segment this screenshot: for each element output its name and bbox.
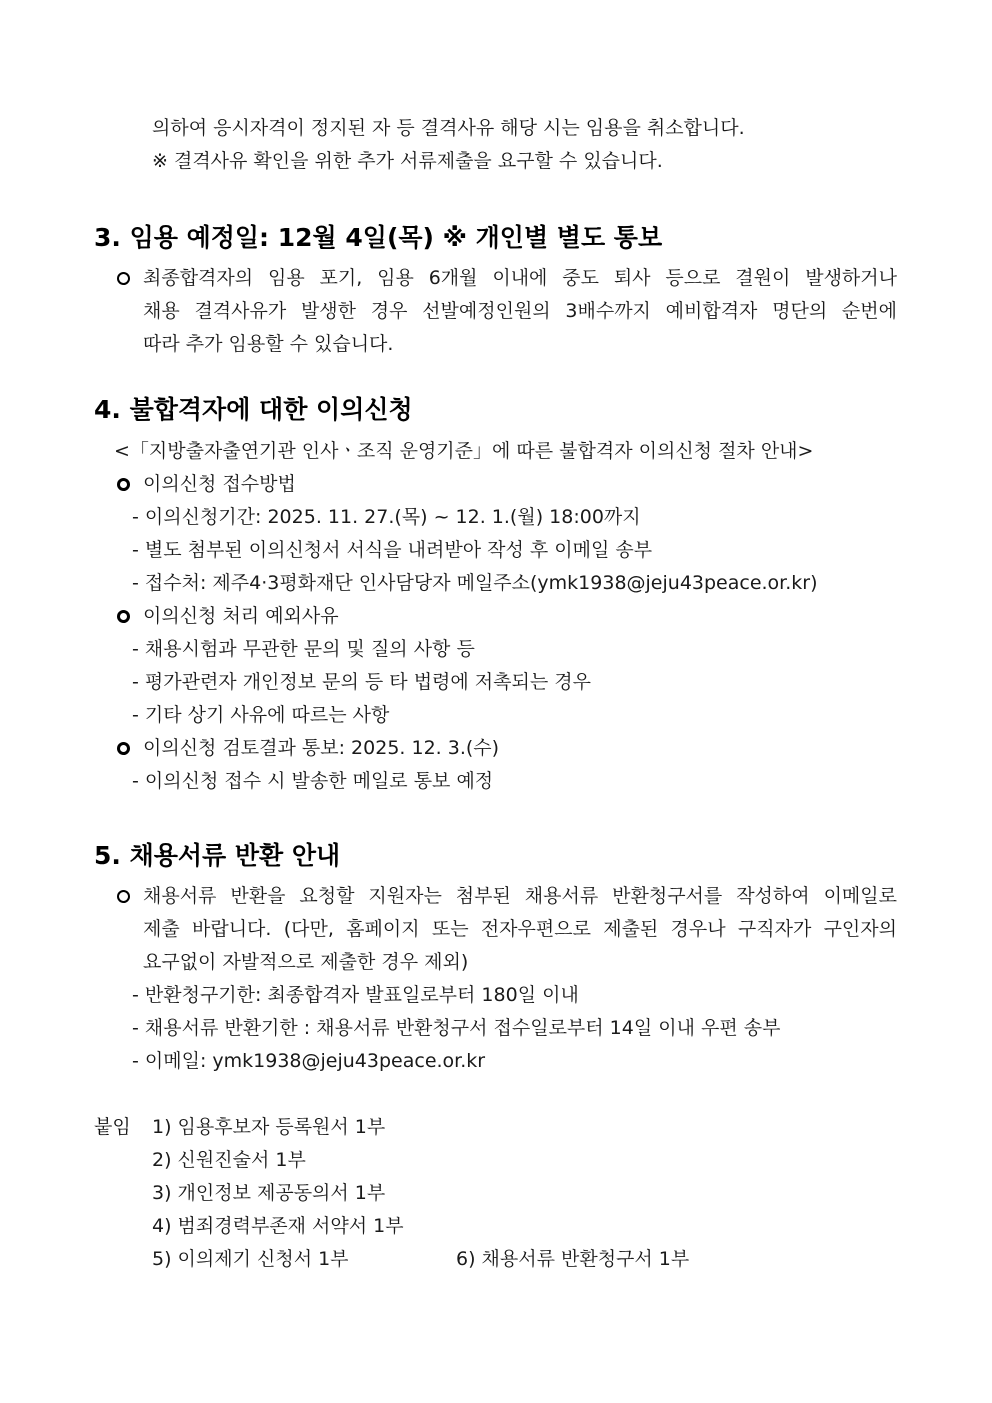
section5-paragraph-line: 채용서류 반환을 요청할 지원자는 첨부된 채용서류 반환청구서를 작성하여 이메일로 [143,885,897,907]
section4-list-item: - 평가관련자 개인정보 문의 등 타 법령에 저촉되는 경우 [132,671,591,693]
section4-group-title: 이의신청 접수방법 [143,473,296,495]
section4-list-item: - 별도 첨부된 이의신청서 서식을 내려받아 작성 후 이메일 송부 [132,539,653,561]
section5-list-item: - 이메일: ymk1938@jeju43peace.or.kr [132,1050,486,1072]
section4-list-item: - 기타 상기 사유에 따르는 사항 [132,704,390,726]
section3-heading: 3. 임용 예정일: 12월 4일(목) ※ 개인별 별도 통보 [94,223,663,252]
circle-bullet-icon [117,742,130,755]
section4-heading: 4. 불합격자에 대한 이의신청 [94,395,413,424]
section5-paragraph-line: 제출 바랍니다. (다만, 홈페이지 또는 전자우편으로 제출된 경우나 구직자가 구인자의 [143,918,897,940]
attachment-item: 3) 개인정보 제공동의서 1부 [152,1182,386,1204]
section3-paragraph-line: 따라 추가 임용할 수 있습니다. [143,333,394,355]
attachment-item: 5) 이의제기 신청서 1부 [152,1248,349,1270]
section4-list-item: - 접수처: 제주4·3평화재단 인사담당자 메일주소(ymk1938@jeju43peace.or.kr) [132,572,818,594]
hollow-circle-bullet-icon [117,890,130,903]
circle-bullet-icon [117,610,130,623]
section4-intro: <「지방출자출연기관 인사ㆍ조직 운영기준」에 따른 불합격자 이의신청 절차 안내> [114,440,814,462]
attachment-item: 2) 신원진술서 1부 [152,1149,306,1171]
attachments-label: 붙임 [94,1116,131,1138]
section5-list-item: - 반환청구기한: 최종합격자 발표일로부터 180일 이내 [132,984,579,1006]
section5-paragraph-line: 요구없이 자발적으로 제출한 경우 제외) [143,951,469,973]
attachment-item: 4) 범죄경력부존재 서약서 1부 [152,1215,404,1237]
attachment-item: 6) 채용서류 반환청구서 1부 [456,1248,690,1270]
intro-note: ※ 결격사유 확인을 위한 추가 서류제출을 요구할 수 있습니다. [152,150,663,172]
section3-paragraph-line: 채용 결격사유가 발생한 경우 선발예정인원의 3배수까지 예비합격자 명단의 순번에 [143,300,897,322]
intro-line: 의하여 응시자격이 정지된 자 등 결격사유 해당 시는 임용을 취소합니다. [152,117,745,139]
attachment-item: 1) 임용후보자 등록원서 1부 [152,1116,386,1138]
section4-list-item: - 채용시험과 무관한 문의 및 질의 사항 등 [132,638,475,660]
section5-list-item: - 채용서류 반환기한 : 채용서류 반환청구서 접수일로부터 14일 이내 우편 송부 [132,1017,781,1039]
section4-list-item: - 이의신청 접수 시 발송한 메일로 통보 예정 [132,770,494,792]
section5-heading: 5. 채용서류 반환 안내 [94,841,341,870]
section4-group-title: 이의신청 검토결과 통보: 2025. 12. 3.(수) [143,737,500,759]
section4-group-title: 이의신청 처리 예외사유 [143,605,339,627]
section3-paragraph-line: 최종합격자의 임용 포기, 임용 6개월 이내에 중도 퇴사 등으로 결원이 발생하거나 [143,267,897,289]
section4-list-item: - 이의신청기간: 2025. 11. 27.(목) ~ 12. 1.(월) 18:00까지 [132,506,641,528]
circle-bullet-icon [117,478,130,491]
hollow-circle-bullet-icon [117,272,130,285]
